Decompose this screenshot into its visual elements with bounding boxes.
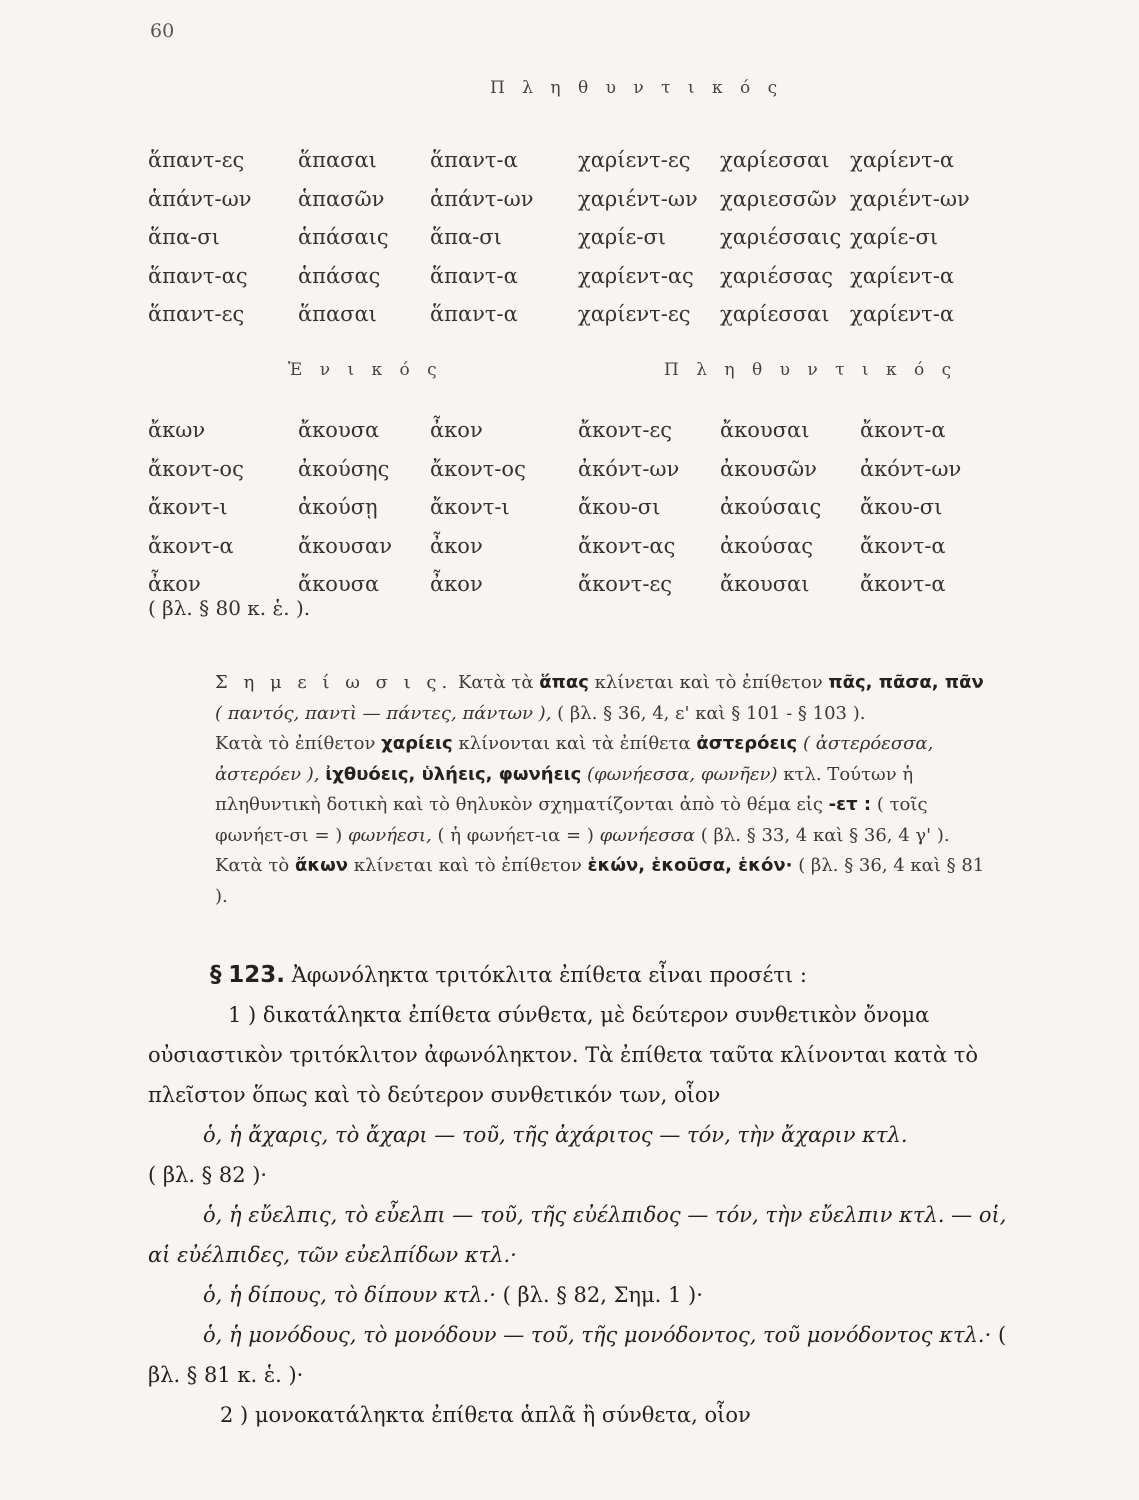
table-cell: ἄκου-σι — [578, 495, 661, 519]
table-cell: ἀκουσῶν — [720, 456, 817, 481]
table-cell: ἀκόντ-ων — [578, 456, 680, 481]
table-cell: ἄκοντ-α — [860, 572, 946, 596]
example-reference: ( βλ. § 82, Σημ. 1 )· — [502, 1283, 703, 1307]
example-text: ὁ, ἡ εὔελπις, τὸ εὖελπι — τοῦ, τῆς εὐέλπιδος — τόν, τὴν εὔελπιν κτλ. — οἱ, αἱ εὐέλπιδες, τῶν εὐελπίδων κτλ.· — [148, 1203, 1007, 1267]
example-1 — [148, 1115, 1008, 1155]
note-term: ἀστερόεις — [696, 733, 798, 754]
table-row — [148, 187, 1008, 226]
note-text: ( τοῖς φωνήετ-σι = ) — [215, 794, 928, 846]
section-item-2 — [148, 1395, 1008, 1435]
note-term: -ετ : — [828, 794, 872, 815]
example-2 — [148, 1195, 1008, 1275]
note-italic: ( παντός, παντὶ — πάντες, πάντων ), — [215, 702, 552, 724]
table-cell: χαριέντ-ων — [578, 186, 698, 211]
note-text: κτλ. Τούτων ἡ πληθυντικὴ δοτικὴ καὶ τὸ θηλυκὸν σχηματίζονται ἀπὸ τὸ θέμα εἰς — [215, 763, 914, 815]
table-cell: ἄκουσα — [298, 572, 380, 596]
table-cell: χαρίεντ-α — [850, 302, 955, 326]
example-4 — [148, 1315, 1008, 1395]
table-cell: ἅπαντ-ας — [148, 263, 248, 288]
table-cell: χαριέσσαις — [720, 225, 842, 249]
table-cell: χαρίεντ-ας — [578, 263, 694, 288]
note-term: ἰχθυόεις, ὑλήεις, φωνήεις — [325, 763, 582, 785]
table-cell: ἀκόντ-ων — [860, 456, 962, 481]
table-cell: ἁπάσας — [298, 263, 381, 288]
table-cell: χαρίεντ-α — [850, 148, 955, 172]
note-term: ἅπας — [539, 672, 589, 693]
section-symbol: § — [210, 962, 222, 988]
note-italic: φωνήεσσα — [599, 824, 695, 846]
note-reference: ( βλ. § 33, 4 καὶ § 36, 4 γ' ). — [700, 824, 950, 846]
singular-heading: Ἑ ν ι κ ό ς — [288, 360, 443, 380]
table-cell: χαρίεσσαι — [720, 148, 830, 172]
table-cell: ἄκουσαι — [720, 418, 810, 442]
table-cell: ἄκοντ-ος — [148, 456, 244, 481]
example-text: ὁ, ἡ μονόδους, τὸ μονόδουν — τοῦ, τῆς μονόδοντος, τοῦ μονόδοντος κτλ.· — [203, 1323, 992, 1347]
note-term: ἄκων — [294, 855, 349, 876]
section-123 — [148, 955, 1008, 1435]
table-row — [148, 418, 1008, 457]
example-3 — [148, 1275, 1008, 1315]
table-cell: ἁπασῶν — [298, 186, 385, 211]
table-cell: ἀκούσας — [720, 533, 813, 558]
note-term: πᾶς, πᾶσα, πᾶν — [828, 672, 984, 693]
note-italic: (φωνήεσσα, φωνῆεν) — [587, 763, 778, 785]
example-1-ref — [148, 1155, 1008, 1195]
table-cell: ἅπασαι — [298, 148, 377, 172]
table-cell: ἄκοντ-ας — [578, 533, 676, 558]
table-cell: ἁπάσαις — [298, 225, 389, 249]
table-cell: ἅπαντ-α — [430, 148, 518, 172]
table-cell: ἄκων — [148, 418, 206, 442]
table-cell: ἅπα-σι — [148, 225, 220, 249]
table-cell: ἁπάντ-ων — [148, 186, 252, 211]
note-reference: ( βλ. § 36, 4, ε' καὶ § 101 - § 103 ). — [557, 702, 866, 724]
table-cell: χαριέσσας — [720, 263, 833, 288]
table-cell: ἅπασαι — [298, 302, 377, 326]
table-cell: χαρίεντ-α — [850, 263, 955, 288]
table-cell: ἆκον — [430, 533, 483, 558]
declension-table-2 — [148, 418, 1008, 611]
item-1-text: 1 ) δικατάληκτα ἐπίθετα σύνθετα, μὲ δεύτερον συνθετικὸν ὄνομα οὐσιαστικὸν τριτόκλιτον ἀφωνόληκτον. Τὰ ἐπίθετα ταῦτα κλίνονται κατὰ τὸ πλεῖστον ὅπως καὶ τὸ δεύτερον συνθετικόν των, οἷον — [148, 1003, 978, 1107]
note-block — [215, 668, 990, 912]
section-number: 123. — [228, 962, 285, 988]
table-cell: ἆκον — [148, 572, 201, 596]
table-cell: ἀκούσης — [298, 456, 390, 481]
note-paragraph-3 — [215, 851, 990, 912]
table-cell: ἅπα-σι — [430, 225, 502, 249]
note-text: Κατὰ τὸ — [215, 855, 290, 876]
note-italic: ( ἀστερόεσσα, ἀστερόεν ), — [215, 733, 934, 785]
note-text: κλίνονται καὶ τὰ ἐπίθετα — [458, 733, 691, 754]
table-row — [148, 534, 1008, 573]
table-cell: ἄκοντ-ες — [578, 418, 673, 442]
table-row — [148, 457, 1008, 496]
note-italic: φωνήεσι, — [348, 824, 432, 846]
note-text: Κατὰ τὰ — [457, 672, 534, 693]
table-cell: ἄκουσα — [298, 418, 380, 442]
note-text: κλίνεται καὶ τὸ ἐπίθετον — [594, 672, 823, 693]
example-reference: ( βλ. § 81 κ. ἑ. )· — [148, 1323, 1007, 1387]
note-reference: ( βλ. § 36, 4 καὶ § 81 ). — [215, 855, 985, 907]
table-cell: ἁπάντ-ων — [430, 186, 534, 211]
table-cell: ἆκον — [430, 572, 483, 596]
item-2-text: 2 ) μονοκατάληκτα ἐπίθετα ἁπλᾶ ἢ σύνθετα, οἷον — [220, 1403, 751, 1427]
note-label: Σ η μ ε ί ω σ ι ς. — [215, 672, 453, 693]
table-cell: ἄκοντ-α — [860, 533, 946, 558]
table-cell: χαρίε-σι — [850, 225, 939, 249]
note-paragraph-1 — [215, 668, 990, 729]
table-cell: ἅπαντ-α — [430, 302, 518, 326]
table-row — [148, 264, 1008, 303]
table-row — [148, 495, 1008, 534]
table-cell: ἄκοντ-α — [148, 533, 234, 558]
note-text: ( ἡ φωνήετ-ια = ) — [437, 824, 594, 846]
table-row — [148, 148, 1008, 187]
note-term: ἑκών, ἑκοῦσα, ἑκόν· — [587, 855, 793, 876]
example-reference: ( βλ. § 82 )· — [148, 1163, 268, 1187]
page-number: 60 — [150, 20, 175, 42]
table-cell: ἅπαντ-ες — [148, 302, 245, 326]
table-cell: ἄκουσαν — [298, 533, 392, 558]
table-cell: χαρίεντ-ες — [578, 148, 691, 172]
reference-line: ( βλ. § 80 κ. ἑ. ). — [148, 596, 311, 620]
note-term: χαρίεις — [381, 733, 453, 754]
table-cell: ἄκοντ-ες — [578, 572, 673, 596]
plural-heading-1: Π λ η θ υ ν τ ι κ ό ς — [490, 78, 784, 98]
table-cell: χαρίεσσαι — [720, 302, 830, 326]
table-cell: ἄκου-σι — [860, 495, 943, 519]
example-text: ὁ, ἡ ἄχαρις, τὸ ἄχαρι — τοῦ, τῆς ἀχάριτος — τόν, τὴν ἄχαριν κτλ. — [203, 1123, 908, 1147]
table-row — [148, 225, 1008, 264]
note-paragraph-2 — [215, 729, 990, 851]
table-cell: ἅπαντ-ες — [148, 148, 245, 172]
table-cell: ἀκούσαις — [720, 495, 822, 519]
table-cell: ἄκουσαι — [720, 572, 810, 596]
table-cell: χαριεσσῶν — [720, 186, 837, 211]
section-item-1 — [148, 995, 1008, 1115]
table-cell: ἄκοντ-ι — [430, 495, 510, 519]
table-row — [148, 302, 1008, 341]
table-cell: χαρίεντ-ες — [578, 302, 691, 326]
table-cell: ἄκοντ-ι — [148, 495, 228, 519]
note-text: κλίνεται καὶ τὸ ἐπίθετον — [353, 855, 582, 876]
section-intro: Ἀφωνόληκτα τριτόκλιτα ἐπίθετα εἶναι προσέτι : — [291, 963, 807, 987]
plural-heading-2: Π λ η θ υ ν τ ι κ ό ς — [664, 360, 958, 380]
note-text: Κατὰ τὸ ἐπίθετον — [215, 733, 376, 754]
table-cell: ἆκον — [430, 418, 483, 442]
table-cell: χαριέντ-ων — [850, 186, 970, 211]
section-heading — [148, 955, 1008, 995]
table-cell: ἄκοντ-α — [860, 418, 946, 442]
table-cell: ἀκούσῃ — [298, 495, 378, 519]
declension-table-1 — [148, 148, 1008, 341]
table-cell: ἅπαντ-α — [430, 263, 518, 288]
table-cell: χαρίε-σι — [578, 225, 667, 249]
example-text: ὁ, ἡ δίπους, τὸ δίπουν κτλ.· — [203, 1283, 496, 1307]
table-cell: ἄκοντ-ος — [430, 456, 526, 481]
